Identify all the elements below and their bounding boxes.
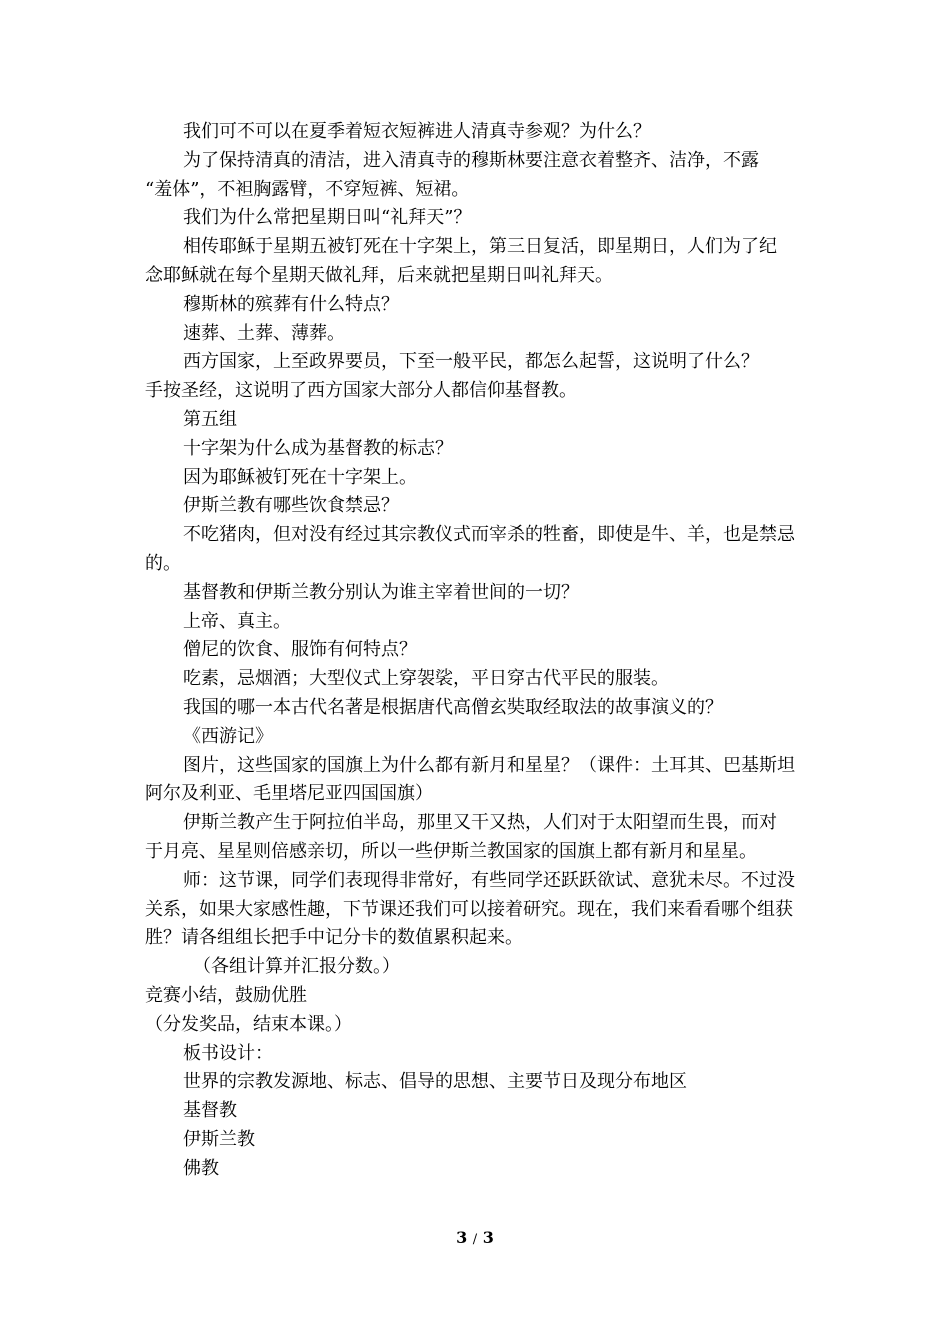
text-line: 穆斯林的殡葬有什么特点？ [183,293,399,315]
text-line: 师：这节课，同学们表现得非常好，有些同学还跃跃欲试、意犹未尽。不过没 [183,869,795,891]
text-line: 上帝、真主。 [183,610,291,632]
text-line: 于月亮、星星则倍感亲切，所以一些伊斯兰教国家的国旗上都有新月和星星。 [145,840,757,862]
text-line: 伊斯兰教有哪些饮食禁忌？ [183,495,399,517]
page-number [0,1228,950,1247]
document-body [145,118,810,1183]
text-line: 吃素，忌烟酒；大型仪式上穿袈裟，平日穿古代平民的服装。 [183,668,669,690]
text-line: 我们可不可以在夏季着短衣短裤进人清真寺参观？为什么？ [183,121,651,142]
text-line: 世界的宗教发源地、标志、倡导的思想、主要节日及现分布地区 [183,1071,687,1093]
text-line: 伊斯兰教 [183,1128,255,1150]
text-line: 速葬、土葬、薄葬。 [183,322,345,344]
text-line: 僧尼的饮食、服饰有何特点？ [183,639,417,661]
text-line: （分发奖品，结束本课。） [145,1013,352,1035]
text-line: 第五组 [183,408,237,430]
text-line: 相传耶稣于星期五被钉死在十字架上，第三日复活，即星期日，人们为了纪 [183,236,777,258]
text-line: 我们为什么常把星期日叫“礼拜天”？ [183,207,472,229]
text-line: 基督教 [183,1100,237,1122]
text-line: 不吃猪肉，但对没有经过其宗教仪式而宰杀的牲畜，即使是牛、羊，也是禁忌 [183,524,795,546]
text-line: 伊斯兰教产生于阿拉伯半岛，那里又干又热，人们对于太阳望而生畏，而对 [183,812,777,834]
text-line: （各组计算并汇报分数。） [193,956,400,978]
text-line: 阿尔及利亚、毛里塔尼亚四国国旗） [145,783,433,805]
text-line: 的。 [145,552,181,574]
text-line: “羞体”，不袒胸露臂，不穿短裤、短裙。 [145,178,470,200]
text-line: 佛教 [183,1157,219,1179]
text-line: 图片，这些国家的国旗上为什么都有新月和星星？（课件：土耳其、巴基斯坦 [183,754,795,776]
text-line: 关系，如果大家感性趣，下节课还我们可以接着研究。现在，我们来看看哪个组获 [145,898,793,920]
text-line: 《西游记》 [183,725,273,747]
page-number-current: 3 [456,1228,468,1247]
text-line: 基督教和伊斯兰教分别认为谁主宰着世间的一切？ [183,581,579,603]
text-line: 因为耶稣被钉死在十字架上。 [183,466,417,488]
text-line: 手按圣经，这说明了西方国家大部分人都信仰基督教。 [145,380,577,402]
text-line: 竞赛小结，鼓励优胜 [145,984,307,1006]
page-number-separator: / [472,1232,478,1247]
text-line: 胜？请各组组长把手中记分卡的数值累积起来。 [145,927,523,949]
text-line: 为了保持清真的清洁，进入清真寺的穆斯林要注意衣着整齐、洁净，不露 [183,149,759,171]
text-line: 念耶稣就在每个星期天做礼拜，后来就把星期日叫礼拜天。 [145,264,613,286]
text-line: 西方国家，上至政界要员，下至一般平民，都怎么起誓，这说明了什么？ [183,351,759,373]
text-line: 我国的哪一本古代名著是根据唐代高僧玄奘取经取法的故事演义的？ [183,696,723,718]
text-line: 十字架为什么成为基督教的标志？ [183,437,453,459]
text-line: 板书设计： [183,1042,273,1064]
page-number-total: 3 [482,1228,494,1247]
